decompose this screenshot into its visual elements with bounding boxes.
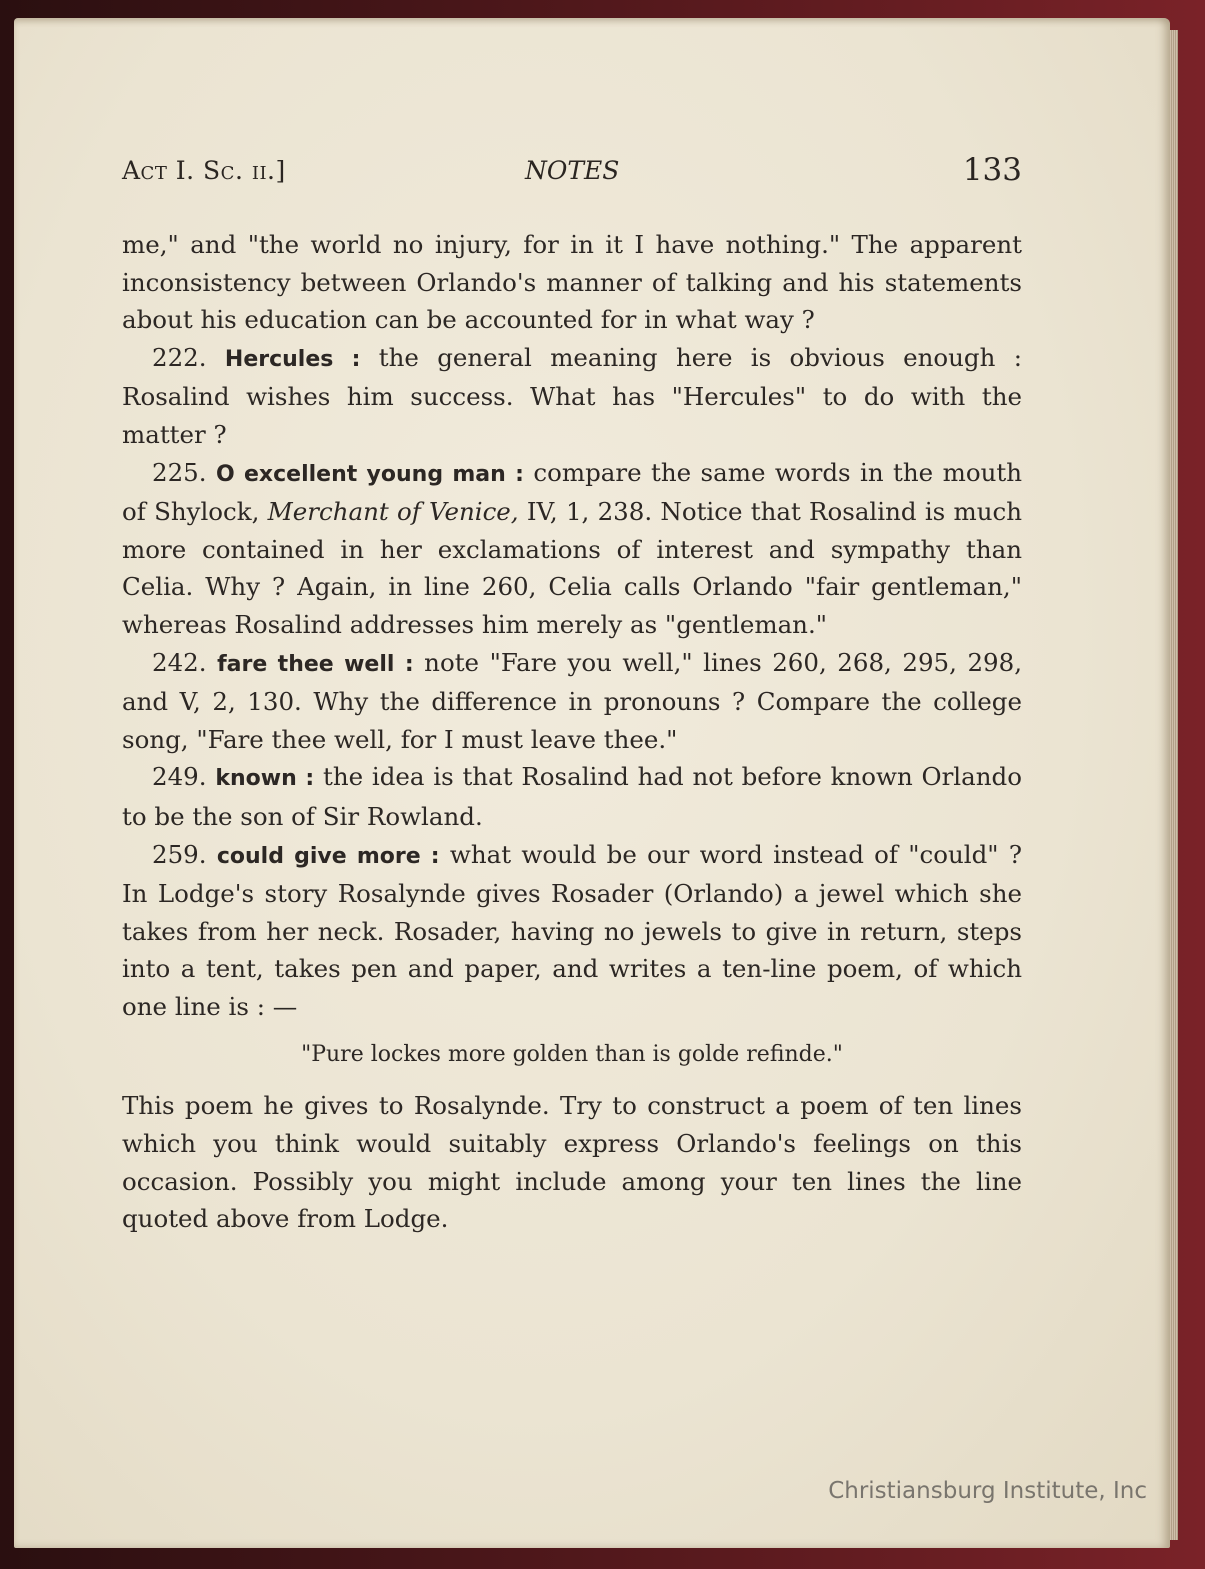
note-249: [122, 758, 1022, 835]
running-header: [122, 152, 1022, 192]
closing-paragraph: This poem he gives to Rosalynde. Try to construct a poem of ten lines which you think would suitably express Orlando's feelings on this occasion. Possibly you might include among your ten lines the line quoted above from Lodge.: [122, 1091, 1022, 1234]
note-term: could give more :: [216, 843, 440, 869]
intro-paragraph: me," and "the world no injury, for in it I have nothing." The apparent inconsistency between Orlando's manner of talking and his statements about his education can be accounted for in what way ?: [122, 230, 1022, 335]
note-225: [122, 454, 1022, 644]
watermark: Christiansburg Institute, Inc: [828, 1478, 1147, 1504]
note-text: compare the same words in the mouth of Shylock,: [122, 457, 1022, 527]
notes-body: [122, 226, 1022, 1238]
quoted-line: "Pure lockes more golden than is golde refinde.": [301, 1042, 843, 1068]
note-text: note "Fare you well," lines 260, 268, 295, 298, and V, 2, 130. Why the difference in pronouns ? Compare the college song, "Fare thee well, for I must leave thee.": [122, 647, 1022, 754]
note-259: [122, 836, 1022, 1026]
note-text: the idea is that Rosalind had not before known Orlando to be the son of Sir Rowland.: [122, 762, 1022, 831]
note-number: 249.: [152, 762, 207, 792]
note-text: the general meaning here is obvious enough : Rosalind wishes him success. What has "Hercules" to do with the matter ?: [122, 342, 1022, 449]
note-number: 259.: [152, 839, 207, 869]
page-number: 133: [962, 152, 1022, 188]
note-term: Hercules :: [224, 346, 361, 372]
header-title: NOTES: [525, 156, 620, 185]
work-title: Merchant of Venice,: [267, 497, 519, 527]
note-242: [122, 644, 1022, 759]
note-number: 225.: [152, 457, 207, 487]
note-number: 242.: [152, 647, 207, 677]
note-text-continued: IV, 1, 238. Notice that Rosalind is much more contained in her exclamations of interest and sympathy than Celia. Why ? Again, in line 260, Celia calls Orlando "fair gentleman," whereas Rosalind addresses him merely as "gentleman.": [122, 497, 1022, 639]
note-term: O excellent young man :: [216, 461, 524, 487]
note-number: 222.: [152, 342, 207, 372]
note-text: what would be our word instead of "could" ? In Lodge's story Rosalynde gives Rosader (Orlando) a jewel which she takes from her neck. Rosader, having no jewels to give in return, steps into a tent, takes pen and paper, and writes a ten-line poem, of which one line is : —: [122, 839, 1022, 1021]
note-term: known :: [215, 766, 315, 792]
note-term: fare thee well :: [217, 651, 414, 677]
header-section: Act I. Sc. ii.]: [122, 156, 286, 185]
note-222: [122, 339, 1022, 454]
